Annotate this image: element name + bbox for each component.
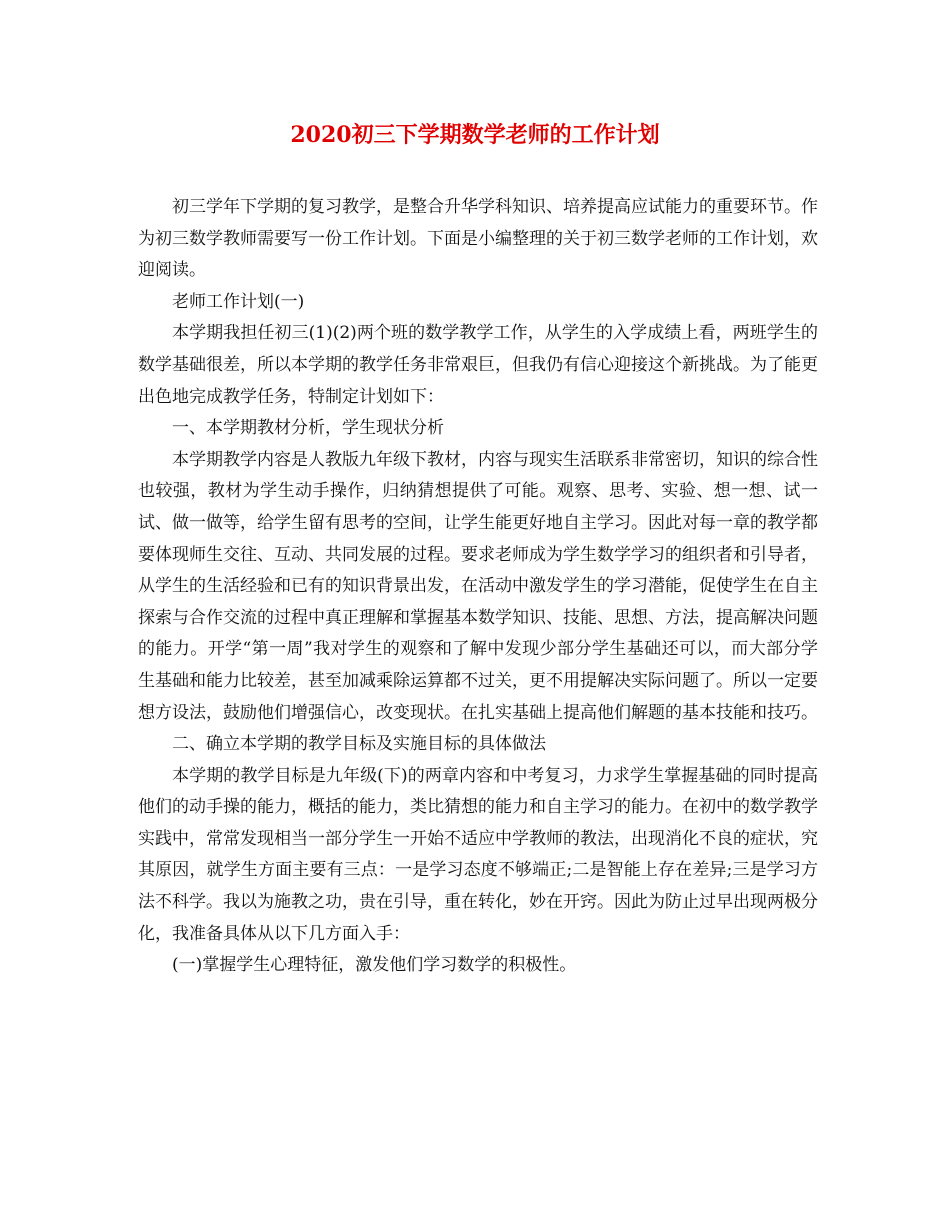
section-heading-psychology: (一)掌握学生心理特征，激发他们学习数学的积极性。 bbox=[172, 955, 577, 976]
document-body bbox=[138, 192, 818, 982]
paragraph-analysis: 本学期教学内容是人教版九年级下教材，内容与现实生活联系非常密切，知识的综合性也较强，教材为学生动手操作，归纳猜想提供了可能。观察、思考、实验、想一想、试一试、做一做等，给学生留有思考的空间，让学生能更好地自主学习。因此对每一章的教学都要体现师生交往、互动、共同发展的过程。要求老师成为学生数学学习的组织者和引导者，从学生的生活经验和已有的知识背景出发，在活动中激发学生的学习潜能，促使学生在自主探索与合作交流的过程中真正理解和掌握基本数学知识、技能、思想、方法，提高解决问题的能力。开学“第一周”我对学生的观察和了解中发现少部分学生基础还可以，而大部分学生基础和能力比较差，甚至加减乘除运算都不过关，更不用提解决实际问题了。所以一定要想方设法，鼓励他们增强信心，改变现状。在扎实基础上提高他们解题的基本技能和技巧。 bbox=[138, 449, 818, 723]
section-heading-analysis: 一、本学期教材分析，学生现状分析 bbox=[172, 418, 444, 439]
section-heading-plan-one: 老师工作计划(一) bbox=[172, 291, 305, 312]
paragraph-intro: 初三学年下学期的复习教学，是整合升华学科知识、培养提高应试能力的重要环节。作为初三数学教师需要写一份工作计划。下面是小编整理的关于初三数学老师的工作计划，欢迎阅读。 bbox=[138, 197, 818, 281]
paragraph-goals: 本学期的教学目标是九年级(下)的两章内容和中考复习，力求学生掌握基础的同时提高他们的动手操的能力，概括的能力，类比猜想的能力和自主学习的能力。在初中的数学教学实践中，常常发现相当一部分学生一开始不适应中学教师的教法，出现消化不良的症状，究其原因，就学生方面主要有三点：一是学习态度不够端正;二是智能上存在差异;三是学习方法不科学。我以为施教之功，贵在引导，重在转化，妙在开窍。因此为防止过早出现两极分化，我准备具体从以下几方面入手： bbox=[138, 765, 818, 944]
paragraph-assignment: 本学期我担任初三(1)(2)两个班的数学教学工作，从学生的入学成绩上看，两班学生的数学基础很差，所以本学期的教学任务非常艰巨，但我仍有信心迎接这个新挑战。为了能更出色地完成教学任务，特制定计划如下： bbox=[138, 323, 818, 407]
document-title: 2020初三下学期数学老师的工作计划 bbox=[290, 122, 660, 148]
section-heading-goals: 二、确立本学期的教学目标及实施目标的具体做法 bbox=[172, 734, 546, 755]
